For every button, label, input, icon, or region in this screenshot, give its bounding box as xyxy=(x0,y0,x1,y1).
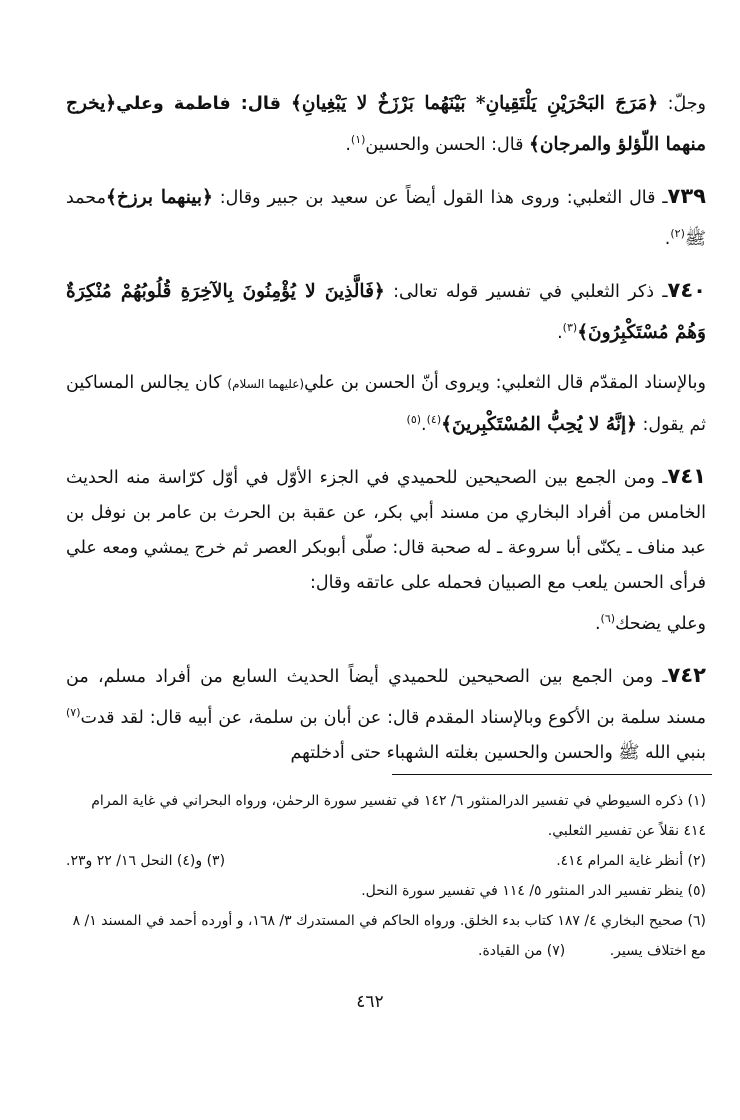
footnote-row xyxy=(66,846,706,876)
footnote-5: (٥) ينظر تفسير الدر المنثور ٥/ ١١٤ في تفسير سورة النحل. xyxy=(361,883,706,899)
honorific: (عليهما السلام) xyxy=(227,377,305,392)
paragraph-1: وجلّ: ﴿مَرَجَ البَحْرَيْنِ يَلْتَقِيانِ* بَيْنَهُما بَرْزَخٌ لا يَبْغِيانِ﴾ قال: فاطمة وعلي﴿يخرج منهما اللّؤلؤ والمرجان﴾ قال: الحسن والحسين$^{(١)}$. xyxy=(66,93,706,155)
footnote-divider xyxy=(392,774,712,775)
quran-verse: ﴿فَالَّذِينَ لا يُؤْمِنُونَ بِالآخِرَةِ قُلُوبُهُمْ مُنْكِرَةٌ وَهُمْ مُسْتَكْبِرُونَ﴾ xyxy=(66,280,706,343)
footnote-ref: (٤) xyxy=(426,413,442,427)
footnote-2: (٢) أنظر غاية المرام ٤١٤. xyxy=(556,853,706,869)
hadith-number: ٧٣٩ xyxy=(667,183,706,208)
paragraph-text: ـ قال الثعلبي: وروى هذا القول أيضاً عن سعيد بن جبير وقال: xyxy=(212,187,668,208)
footnote-1: (١) ذكره السيوطي في تفسير الدرالمنثور ٦/ ١٤٢ في تفسير سورة الرحمٰن، ورواه البحراني في غاية المرام ٤١٤ نقلاً عن تفسير الثعلبي. xyxy=(91,793,706,839)
paragraph-text: ـ ومن الجمع بين الصحيحين للحميدي أيضاً الحديث السابع من أفراد مسلم، من مسند سلمة بن الأكوع وبالإسناد المقدم قال: عن أبان بن سلمة، عن أبيه قال: لقد قدت xyxy=(66,667,706,728)
footnote-ref: (٦) xyxy=(600,612,616,626)
footnote-3-4: (٣) و(٤) النحل ١٦/ ٢٢ و٢٣. xyxy=(66,853,226,869)
paragraph-739: ٧٣٩ـ قال الثعلبي: وروى هذا القول أيضاً عن سعيد بن جبير وقال: ﴿بينهما برزخ﴾محمد ﷺ$^{(٢)}$. xyxy=(66,183,706,249)
quran-verse: ﴿إنَّهُ لا يُحِبُّ المُسْتَكْبِرينَ﴾ xyxy=(441,414,637,436)
quran-verse: ﴿بينهما برزخ﴾ xyxy=(105,186,213,208)
footnote-7: (٧) من القيادة. xyxy=(478,943,566,959)
paragraph-text: قال: فاطمة وعلي xyxy=(116,94,292,114)
paragraph-741 xyxy=(66,459,706,601)
paragraph-text: وعلي يضحك xyxy=(615,614,706,635)
page-number: ٤٦٢ xyxy=(356,992,384,1012)
footnote-ref: (٣) xyxy=(562,320,578,334)
footnote-ref: (٧) xyxy=(66,706,81,720)
quran-verse: ﴿يخرج منهما اللّؤلؤ والمرجان﴾ xyxy=(66,93,706,155)
paragraph-text: محمد ﷺ xyxy=(66,187,706,249)
main-text xyxy=(66,86,706,771)
footnote-ref: (٥) xyxy=(406,413,422,427)
footnote-ref: (١) xyxy=(350,133,366,146)
hadith-number: ٧٤٠ xyxy=(667,277,706,302)
hadith-number: ٧٤١ xyxy=(667,464,706,489)
footnote-ref: (٢) xyxy=(670,226,685,240)
paragraph-text: ـ ومن الجمع بين الصحيحين للحميدي في الجزء الأوّل في أوّل كرّاسة منه الحديث الخامس من أفراد البخاري من مسند أبي بكر، عن عقبة بن الحرث بن عامر بن نوفل بن عبد مناف ـ يكنّى أبا سروعة ـ له صحبة قال: صلّى أبوبكر العصر ثم خرج يمشي ومعه علي فرأى الحسن يلعب مع الصبيان فحمله على عاتقه وقال: xyxy=(66,468,706,594)
paragraph-text: بنبي الله ﷺ والحسن والحسين بغلته الشهباء حتى أدخلتهم xyxy=(290,742,706,763)
paragraph-text: وبالإسناد المقدّم قال الثعلبي: ويروى أنّ الحسن بن علي xyxy=(304,373,706,394)
paragraph-742 xyxy=(66,658,706,771)
paragraph-text: قال: الحسن والحسين xyxy=(365,134,529,155)
paragraph-6: وعلي يضحك$^{(٦)}$. xyxy=(594,612,706,635)
hadith-number: ٧٤٢ xyxy=(667,663,706,688)
paragraph-740: ٧٤٠ـ ذكر الثعلبي في تفسير قوله تعالى: ﴿فَالَّذِينَ لا يُؤْمِنُونَ بِالآخِرَةِ قُلُوبُهُمْ مُنْكِرَةٌ وَهُمْ مُسْتَكْبِرُونَ﴾$^{(٣)}$. xyxy=(66,277,706,343)
footnote-6: (٦) صحيح البخاري ٤/ ١٨٧ كتاب بدء الخلق. ورواه الحاكم في المستدرك ٣/ ١٦٨، و أورده أحمد في المسند ١/ ٨ مع اختلاف يسير. xyxy=(72,913,706,959)
footnote-6-7 xyxy=(66,906,706,966)
paragraph-text: وجلّ: xyxy=(658,94,706,114)
quran-verse: ﴿مَرَجَ البَحْرَيْنِ يَلْتَقِيانِ* بَيْنَهُما بَرْزَخٌ لا يَبْغِيانِ﴾ xyxy=(291,93,659,114)
paragraph-4: وبالإسناد المقدّم قال الثعلبي: ويروى أنّ الحسن بن علي(عليهما السلام) كان يجالس المساكين ثم يقول: ﴿إنَّهُ لا يُحِبُّ المُسْتَكْبِرينَ﴾$^{(٤)}$.$^{(٥)}$ xyxy=(66,373,706,436)
paragraph-text: ـ ذكر الثعلبي في تفسير قوله تعالى: xyxy=(384,281,668,302)
paragraph-text: كان يجالس المساكين ثم يقول: xyxy=(66,373,706,436)
footnotes xyxy=(66,786,706,966)
